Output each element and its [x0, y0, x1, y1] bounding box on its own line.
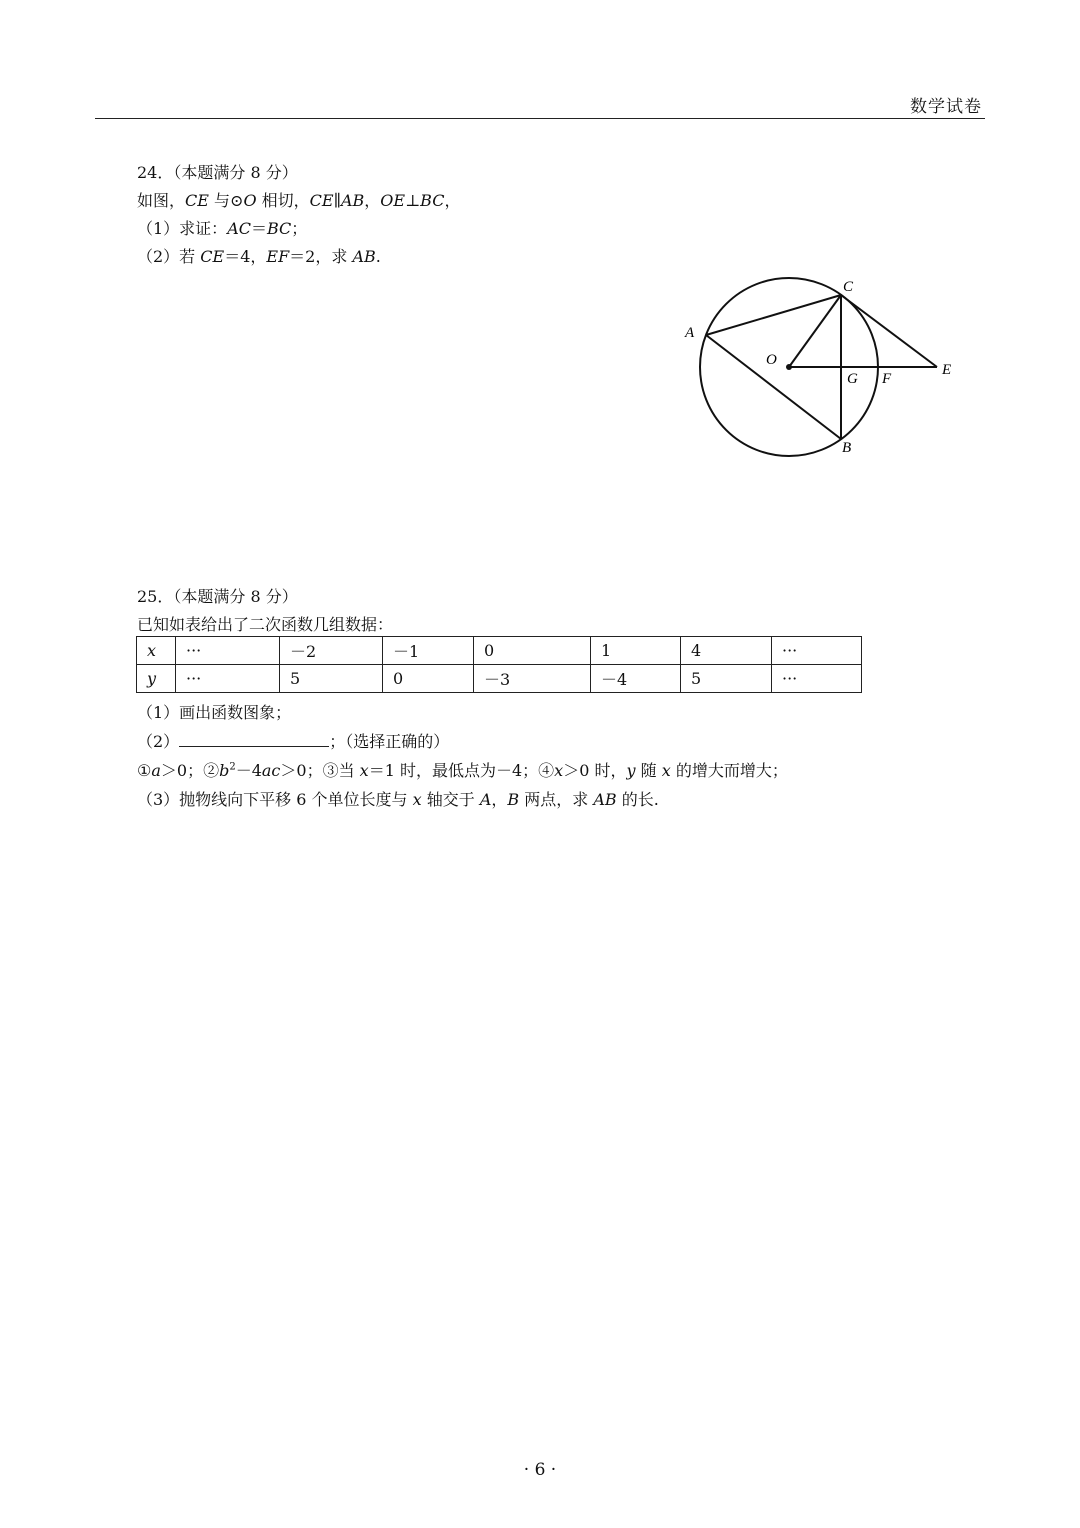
table-cell: －3	[474, 665, 591, 693]
table-cell: ···	[772, 637, 862, 665]
q24-geometry-figure	[678, 270, 978, 470]
q24-title: 24．（本题满分 8 分）	[137, 163, 298, 182]
q24-stem: 如图，CE 与⊙O 相切，CE∥AB，OE⊥BC，	[137, 191, 461, 210]
table-row	[137, 637, 862, 665]
header-title: 数学试卷	[910, 97, 982, 117]
table-cell: ···	[176, 665, 280, 693]
segment-ca	[706, 295, 841, 335]
q25-data-table	[136, 636, 862, 693]
header-rule	[95, 118, 985, 119]
table-cell: 1	[591, 637, 681, 665]
q25-title: 25．（本题满分 8 分）	[137, 587, 298, 606]
segment-ce	[841, 295, 937, 367]
segment-co	[789, 295, 841, 367]
q25-part1: （1）画出函数图象；	[137, 703, 292, 722]
table-cell: 4	[681, 637, 772, 665]
table-cell: y	[137, 665, 176, 693]
label-b: B	[842, 440, 852, 456]
label-o: O	[766, 352, 777, 368]
q25-options: ①a＞0；$②b^2-4ac>0$；③当 x＝1 时，最低点为－4；④x＞0 时，y 随 x 的增大而增大；	[137, 761, 788, 780]
table-cell: ···	[176, 637, 280, 665]
label-f: F	[882, 371, 892, 387]
table-cell: －4	[591, 665, 681, 693]
q24-part1: （1）求证：AC＝BC；	[137, 219, 308, 238]
table-cell: 0	[474, 637, 591, 665]
table-cell: ···	[772, 665, 862, 693]
label-e: E	[942, 362, 952, 378]
point-o	[786, 364, 792, 370]
q25-part3: （3）抛物线向下平移 6 个单位长度与 x 轴交于 A，B 两点，求 AB 的长.	[137, 790, 659, 809]
table-cell: x	[137, 637, 176, 665]
table-cell: －2	[280, 637, 383, 665]
page-number: · 6 ·	[523, 1460, 557, 1480]
q25-stem: 已知如表给出了二次函数几组数据：	[137, 615, 394, 634]
table-cell: 0	[383, 665, 474, 693]
q25-part2: （2） ；（选择正确的）	[137, 732, 450, 751]
table-cell: 5	[280, 665, 383, 693]
answer-blank[interactable]	[179, 732, 329, 747]
q24-part2: （2）若 CE＝4，EF＝2，求 AB.	[137, 247, 381, 266]
label-g: G	[847, 371, 858, 387]
segment-ab	[706, 335, 841, 439]
label-c: C	[843, 279, 854, 295]
table-row	[137, 665, 862, 693]
table-cell: －1	[383, 637, 474, 665]
label-a: A	[685, 325, 695, 341]
table-cell: 5	[681, 665, 772, 693]
